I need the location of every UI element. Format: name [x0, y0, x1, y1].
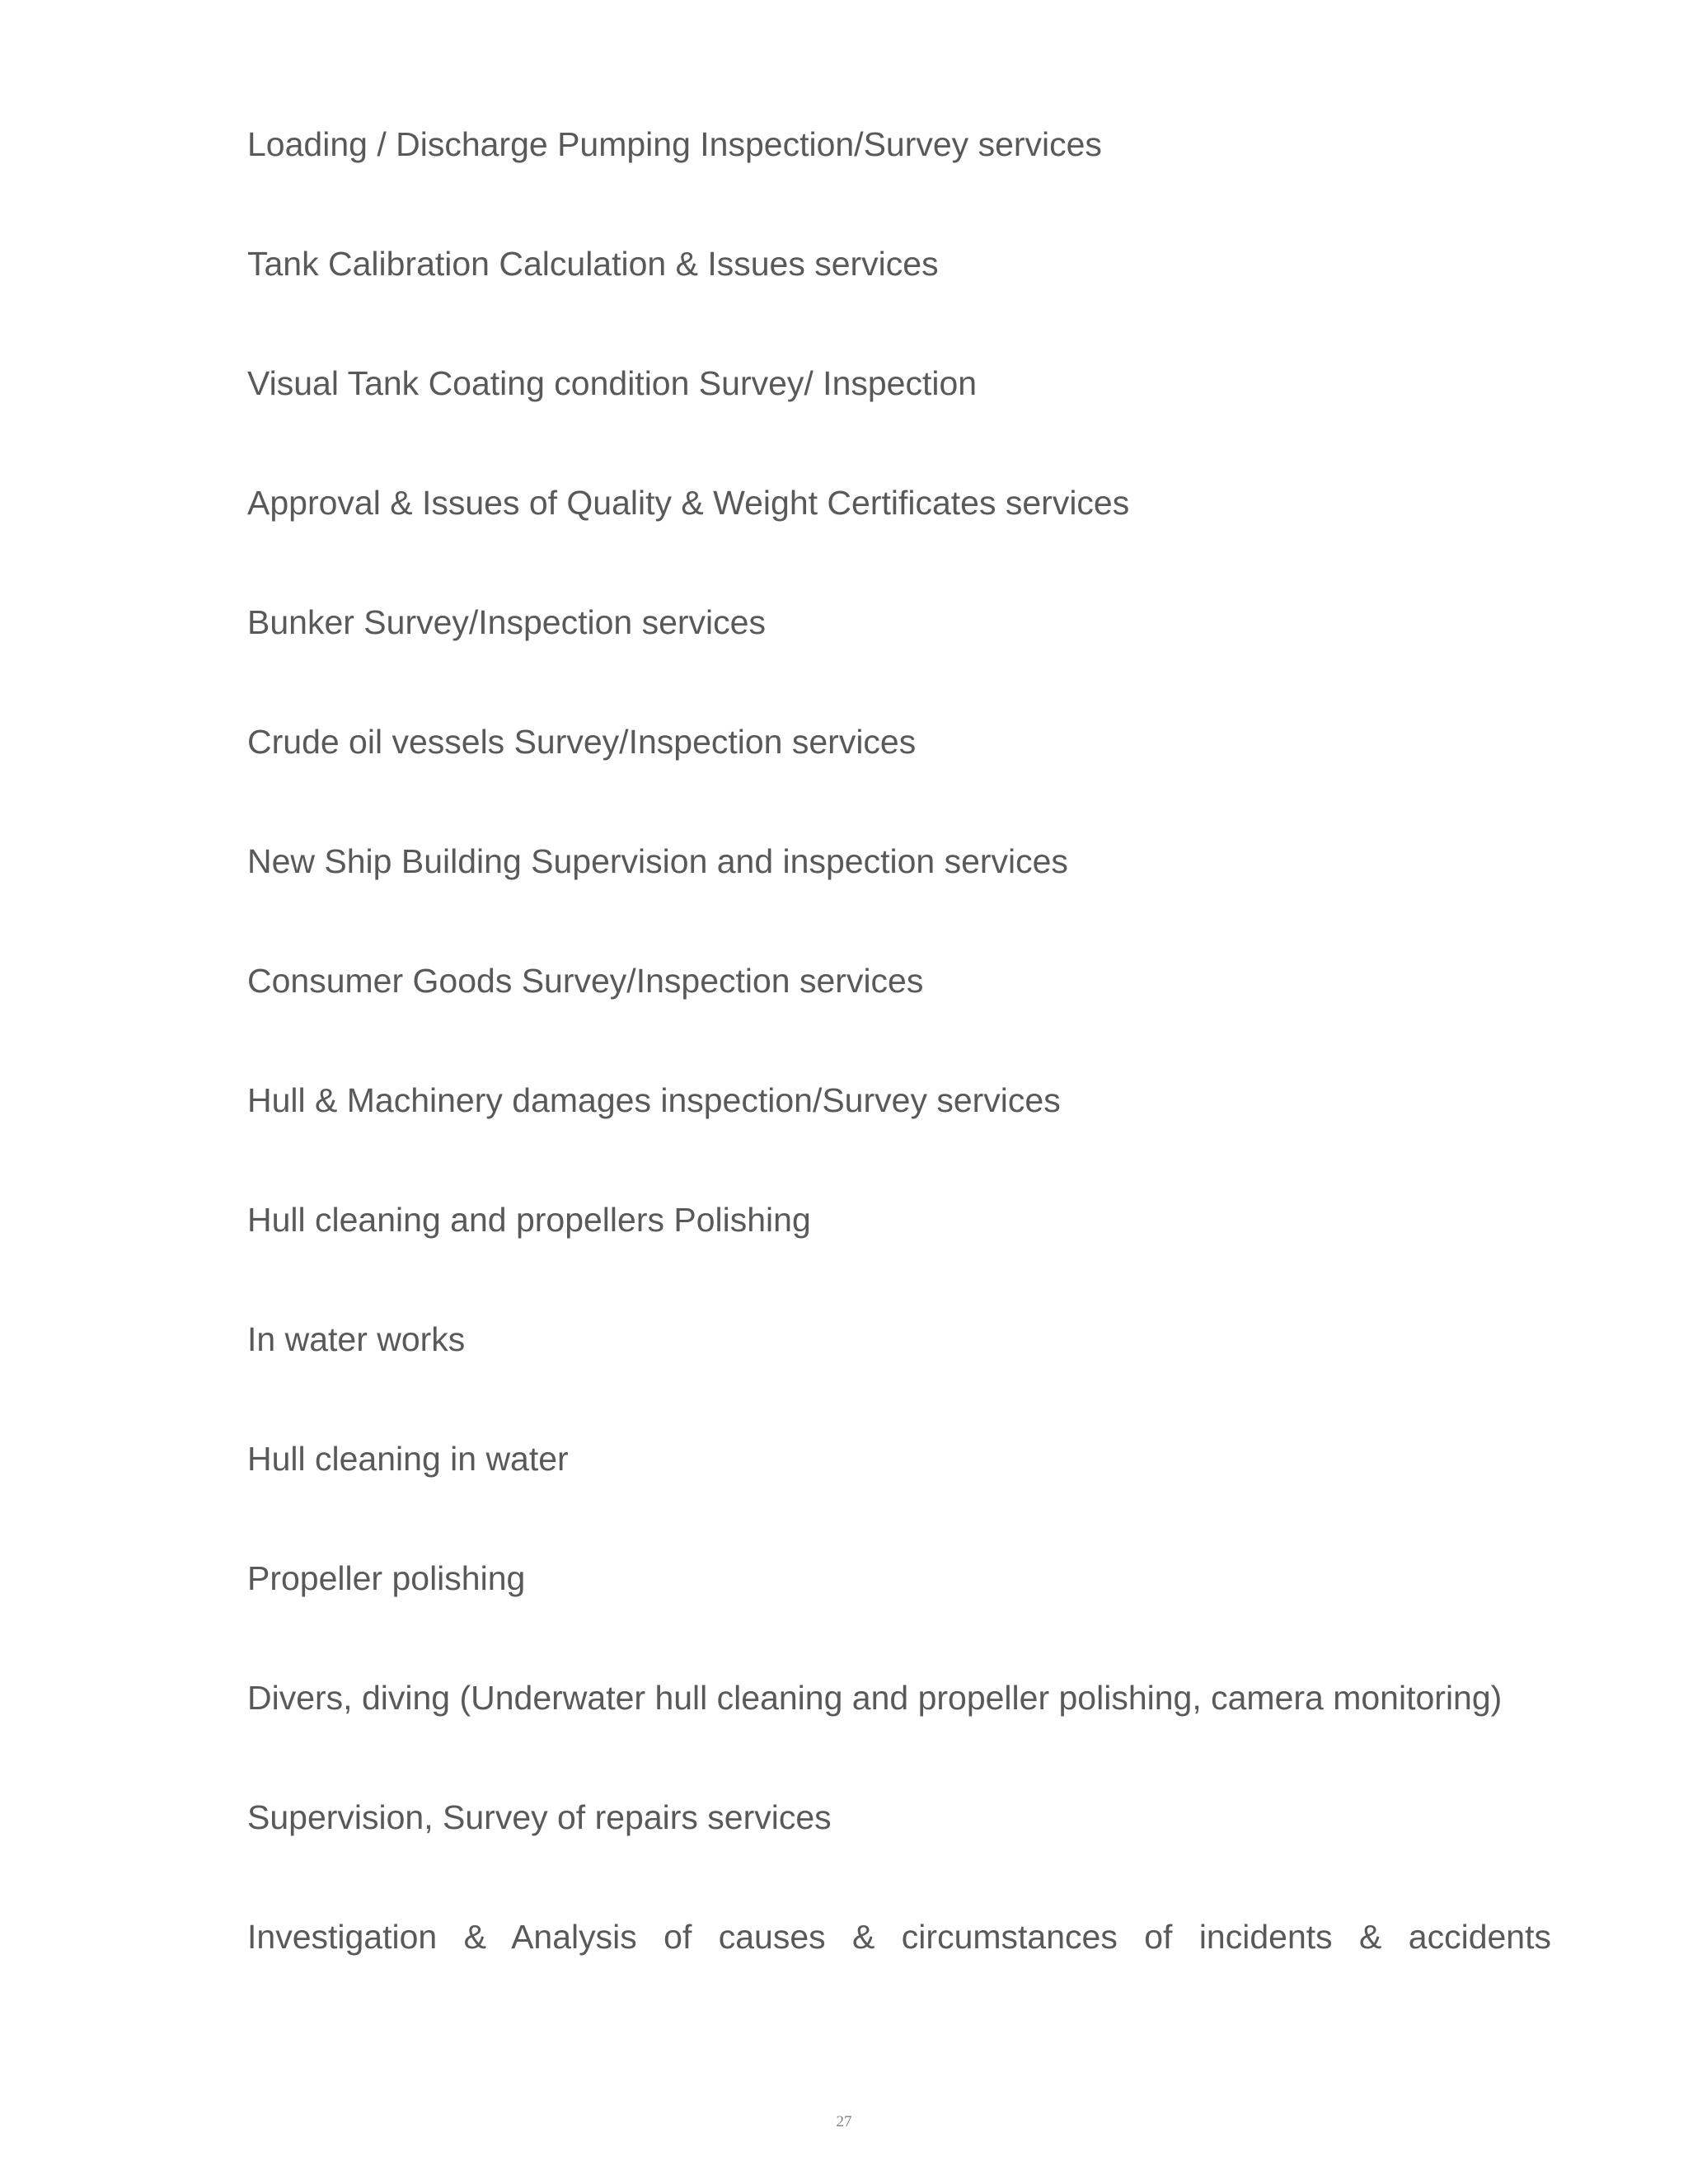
service-item: Hull & Machinery damages inspection/Survey services	[247, 1081, 1061, 1119]
page-number: 27	[836, 2113, 852, 2130]
service-item: Investigation & Analysis of causes & circumstances of incidents & accidents	[247, 1918, 1551, 1956]
service-item: Consumer Goods Survey/Inspection services	[247, 962, 924, 1000]
service-item: Hull cleaning in water	[247, 1440, 569, 1478]
services-list	[247, 124, 1551, 1957]
service-item: New Ship Building Supervision and inspection services	[247, 842, 1068, 880]
service-item: In water works	[247, 1320, 466, 1358]
service-item: Supervision, Survey of repairs services	[247, 1798, 832, 1836]
service-item: Hull cleaning and propellers Polishing	[247, 1201, 811, 1239]
service-item: Approval & Issues of Quality & Weight Certificates services	[247, 484, 1130, 522]
service-item: Visual Tank Coating condition Survey/ Inspection	[247, 364, 978, 402]
service-item: Divers, diving (Underwater hull cleaning and propeller polishing, camera monitoring)	[247, 1679, 1503, 1717]
service-item: Crude oil vessels Survey/Inspection services	[247, 723, 917, 761]
service-item: Tank Calibration Calculation & Issues services	[247, 245, 939, 283]
service-item: Propeller polishing	[247, 1559, 526, 1597]
service-item: Bunker Survey/Inspection services	[247, 603, 766, 641]
service-item: Loading / Discharge Pumping Inspection/Survey services	[247, 125, 1102, 163]
